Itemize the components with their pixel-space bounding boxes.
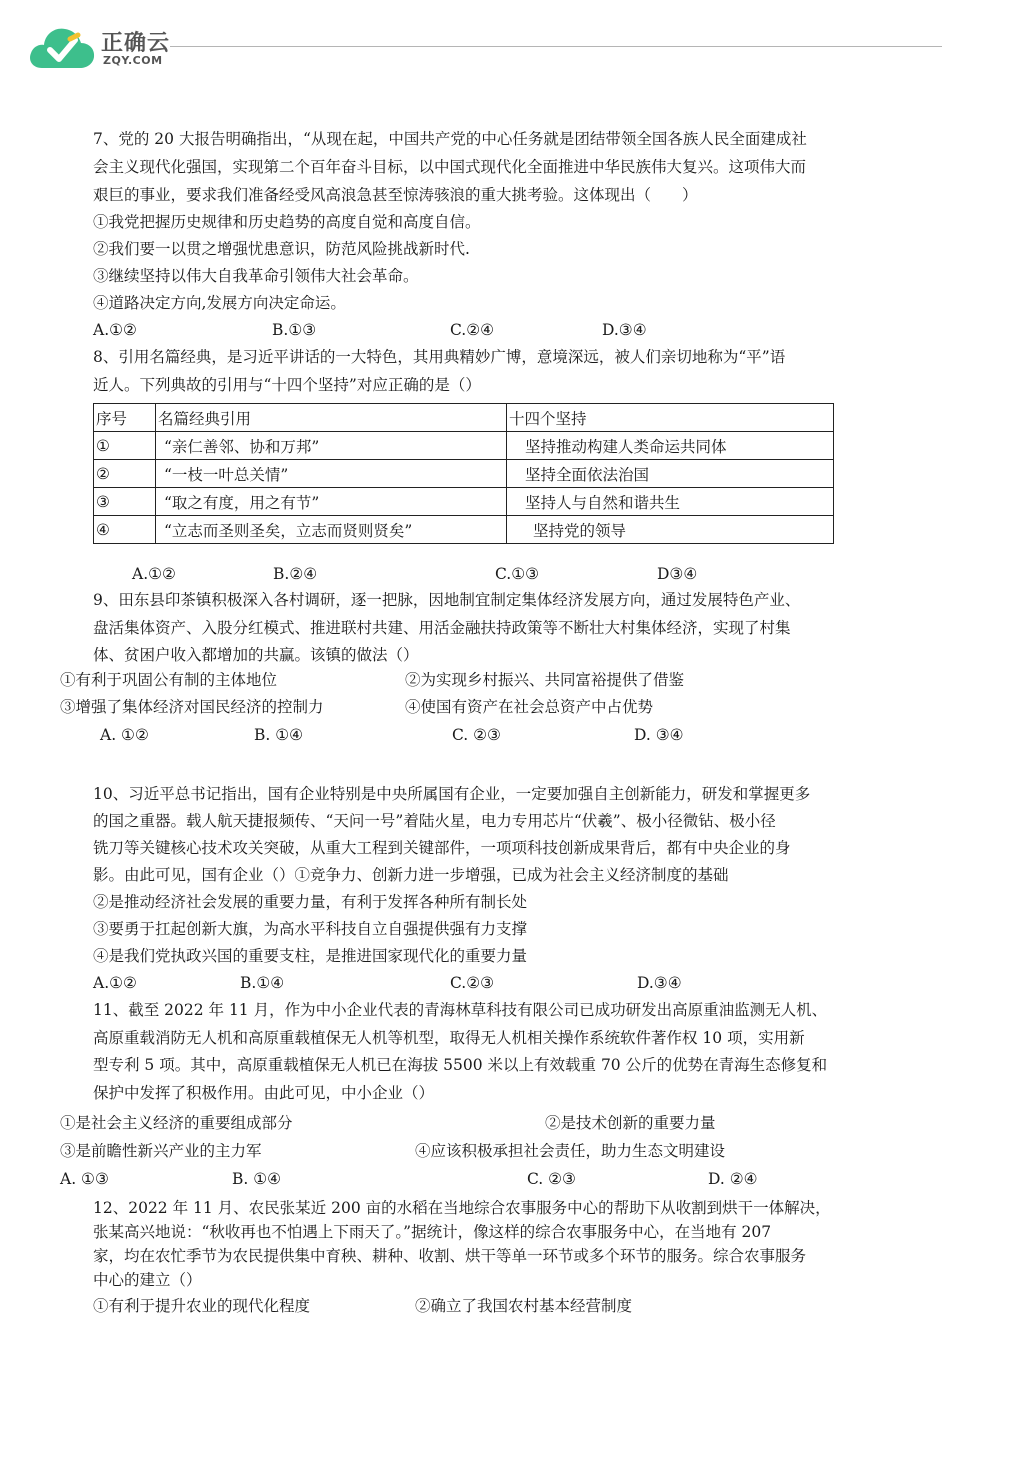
table-header-row — [94, 404, 834, 432]
q10-stem-line: 影。由此可见，国有企业（）①竞争力、创新力进一步增强，已成为社会主义经济制度的基础 — [93, 866, 729, 884]
q8-option-c: C.①③ — [495, 565, 540, 583]
table-cell: “立志而圣则圣矣，立志而贤则贤矣” — [156, 516, 507, 544]
q11-stem-line: 型专利 5 项。其中，高原重载植保无人机已在海拔 5500 米以上有效载重 70 公斤的优势在青海生态修复和 — [93, 1056, 828, 1074]
q10-stem-line: 10、习近平总书记指出，国有企业特别是中央所属国有企业，一定要加强自主创新能力，研发和掌握更多 — [93, 785, 811, 803]
brand-name: 正确云 — [101, 31, 171, 56]
table-row — [94, 460, 834, 488]
q7-stem-line: 会主义现代化强国，实现第二个百年奋斗目标，以中国式现代化全面推进中华民族伟大复兴。这项伟大而 — [93, 158, 807, 176]
table-row — [94, 516, 834, 544]
table-cell: 坚持推动构建人类命运共同体 — [507, 432, 834, 460]
q12-stem-line: 家，均在农忙季节为农民提供集中育秧、耕种、收割、烘干等单一环节或多个环节的服务。综合农事服务 — [93, 1247, 807, 1265]
q12-stem-line: 12、2022 年 11 月、农民张某近 200 亩的水稻在当地综合农事服务中心的帮助下从收割到烘干一体解决， — [93, 1199, 831, 1217]
q9-option-c: C. ②③ — [452, 726, 501, 744]
table-row — [94, 432, 834, 460]
table-cell: “一枝一叶总关情” — [156, 460, 507, 488]
q10-option-c: C.②③ — [450, 974, 495, 992]
table-cell: 坚持人与自然和谐共生 — [507, 488, 834, 516]
table-header-cell: 十四个坚持 — [507, 404, 834, 432]
q9-item: ①有利于巩固公有制的主体地位 — [60, 671, 278, 689]
q10-item: ④是我们党执政兴国的重要支柱，是推进国家现代化的重要力量 — [93, 947, 528, 965]
q7-option-a: A.①② — [93, 321, 137, 339]
table-header-cell: 序号 — [94, 404, 156, 432]
table-header-cell: 名篇经典引用 — [156, 404, 507, 432]
q7-option-b: B.①③ — [272, 321, 317, 339]
q7-item: ④道路决定方向,发展方向决定命运。 — [93, 294, 346, 312]
q9-stem-line: 体、贫困户收入都增加的共赢。该镇的做法（） — [93, 646, 419, 664]
q8-option-a: A.①② — [132, 565, 176, 583]
q7-option-d: D.③④ — [602, 321, 647, 339]
page-header — [0, 0, 1033, 90]
table-cell: ② — [94, 460, 156, 488]
q10-option-b: B.①④ — [240, 974, 285, 992]
q9-item: ②为实现乡村振兴、共同富裕提供了借鉴 — [405, 671, 685, 689]
table-cell: “取之有度，用之有节” — [156, 488, 507, 516]
q12-stem-line: 中心的建立（） — [93, 1271, 202, 1289]
q11-item: ④应该积极承担社会责任，助力生态文明建设 — [415, 1142, 726, 1160]
q9-item: ③增强了集体经济对国民经济的控制力 — [60, 698, 324, 716]
q8-option-b: B.②④ — [273, 565, 318, 583]
q7-item: ②我们要一以贯之增强忧患意识，防范风险挑战新时代. — [93, 240, 470, 258]
q9-option-d: D. ③④ — [634, 726, 684, 744]
q10-item: ③要勇于扛起创新大旗，为高水平科技自立自强提供强有力支撑 — [93, 920, 528, 938]
table-cell: ① — [94, 432, 156, 460]
q12-stem-line: 张某高兴地说：“秋收再也不怕遇上下雨天了。”据统计，像这样的综合农事服务中心，在当地有 207 — [93, 1223, 772, 1241]
cloud-check-logo-icon — [28, 22, 96, 72]
q7-option-c: C.②④ — [450, 321, 495, 339]
q7-item: ①我党把握历史规律和历史趋势的高度自觉和高度自信。 — [93, 213, 481, 231]
table-cell: 坚持全面依法治国 — [507, 460, 834, 488]
q11-item: ③是前瞻性新兴产业的主力军 — [60, 1142, 262, 1160]
q7-stem-line: 艰巨的事业，要求我们准备经受风高浪急甚至惊涛骇浪的重大挑考验。这体现出（ ） — [93, 186, 698, 204]
q9-option-b: B. ①④ — [254, 726, 304, 744]
quote-table — [93, 403, 834, 544]
table-cell: ③ — [94, 488, 156, 516]
table-row — [94, 488, 834, 516]
q10-option-d: D.③④ — [637, 974, 682, 992]
q10-option-a: A.①② — [93, 974, 137, 992]
q11-stem-line: 保护中发挥了积极作用。由此可见，中小企业（） — [93, 1084, 435, 1102]
q8-stem-line: 8、引用名篇经典，是习近平讲话的一大特色，其用典精妙广博，意境深远，被人们亲切地称为“平”语 — [93, 348, 786, 366]
q11-stem-line: 11、截至 2022 年 11 月，作为中小企业代表的青海林草科技有限公司已成功研发出高原重油监测无人机、 — [93, 1001, 828, 1019]
q9-item: ④使国有资产在社会总资产中占优势 — [405, 698, 654, 716]
q9-stem-line: 盘活集体资产、入股分红模式、推进联村共建、用活金融扶持政策等不断壮大村集体经济，实现了村集 — [93, 619, 791, 637]
q10-item: ②是推动经济社会发展的重要力量，有利于发挥各种所有制长处 — [93, 893, 528, 911]
brand-domain: ZQY.COM — [103, 54, 163, 67]
q9-stem-line: 9、田东县印茶镇积极深入各村调研，逐一把脉，因地制宜制定集体经济发展方向，通过发展特色产业、 — [93, 591, 801, 609]
q12-item: ①有利于提升农业的现代化程度 — [93, 1297, 311, 1315]
q8-stem-line: 近人。下列典故的引用与“十四个坚持”对应正确的是（） — [93, 376, 481, 394]
q10-stem-line: 的国之重器。载人航天捷报频传、“天问一号”着陆火星，电力专用芯片“伏羲”、极小径微钻、极小径 — [93, 812, 776, 830]
q7-stem-line: 7、党的 20 大报告明确指出，“从现在起，中国共产党的中心任务就是团结带领全国各族人民全面建成社 — [93, 130, 807, 148]
q11-item: ②是技术创新的重要力量 — [545, 1114, 716, 1132]
q11-stem-line: 高原重载消防无人机和高原重载植保无人机等机型，取得无人机相关操作系统软件著作权 10 项，实用新 — [93, 1029, 805, 1047]
q11-option-c: C. ②③ — [527, 1170, 576, 1188]
q11-item: ①是社会主义经济的重要组成部分 — [60, 1114, 293, 1132]
table-cell: 坚持党的领导 — [507, 516, 834, 544]
q11-option-b: B. ①④ — [232, 1170, 282, 1188]
q10-stem-line: 铣刀等关键核心技术攻关突破，从重大工程到关键部件，一项项科技创新成果背后，都有中央企业的身 — [93, 839, 791, 857]
q8-option-d: D③④ — [657, 565, 698, 583]
q11-option-a: A. ①③ — [60, 1170, 109, 1188]
header-divider — [170, 46, 942, 47]
q7-item: ③继续坚持以伟大自我革命引领伟大社会革命。 — [93, 267, 419, 285]
table-cell: ④ — [94, 516, 156, 544]
q11-option-d: D. ②④ — [708, 1170, 758, 1188]
q12-item: ②确立了我国农村基本经营制度 — [415, 1297, 633, 1315]
table-cell: “亲仁善邻、协和万邦” — [156, 432, 507, 460]
q9-option-a: A. ①② — [100, 726, 149, 744]
